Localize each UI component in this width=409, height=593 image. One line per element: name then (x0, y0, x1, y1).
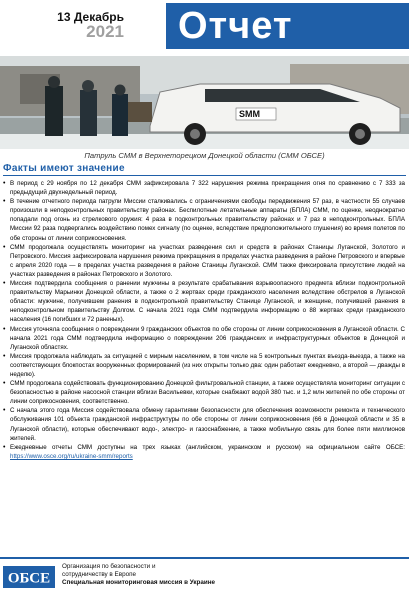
patrol-photo-illustration (0, 56, 409, 149)
list-item: • В течение отчетного периода патрули Миссии сталкивались с ограничениями свободы передвижения 57 раз, в частности 55 случаев произошли в неподконтрольных правительству районах. Беспилотные летательные аппараты (БПЛА) СММ, по оценке, неоднократно попадали под огонь из стрелкового оружия: 4 раза в подконтрольных правительству районах и 7 раз в неподконтрольных. БПЛА Миссии 92 раза подвергались воздействию помех сигналу (по оценке, вследствие предположительного глушения) во время полетов по обе стороны от линии соприкосновения. (0, 197, 409, 242)
section-title: Факты имеют значение (3, 163, 406, 176)
org-line-1: Организация по безопасности и (62, 563, 156, 570)
list-item: • Миссия уточняла сообщения о повреждении 9 гражданских объектов по обе стороны от линии соприкосновения в Луганской области. С начала 2021 года СММ подтвердила информацию о повреждении 206 гражданских и инфраструктурных объектов в Донецкой и Луганской областях. (0, 325, 409, 352)
report-header (0, 0, 409, 56)
list-item: • Миссия подтвердила сообщения о ранении мужчины в результате срабатывания взрывоопасного предмета вблизи подконтрольной правительству Марьинки Донецкой области, а также о 2 жертвах среди гражданского населения вследствие обстрелов в Луганской области: мужчине, получившем ранения в подконтрольной правительству Станице Луганской, и женщине, получившей ранения в неподконтрольном правительству Долгом. С начала 2021 года СММ подтвердила информацию о 88 жертвах среди гражданского населения (16 погибших и 72 раненых). (0, 279, 409, 324)
list-item-text: Ежедневные отчеты СММ доступны на трех языках (английском, украинском и русском) на официальном сайте ОБСЕ: (10, 443, 405, 451)
list-item (0, 443, 409, 461)
osce-logo-text: ОБСЕ (7, 570, 51, 587)
list-item: • С начала этого года Миссия содействовала обмену гарантиями безопасности для обеспечения возможности ремонта и технического обслуживания 101 объекта гражданской инфраструктуры по обе стороны от линии соприкосновения (66 в Донецкой области и 35 в Луганской области), которые обеспечивают водо-, электро- и газоснабжение, а также мобильную связь для более пяти миллионов жителей. (0, 406, 409, 442)
org-line-2: сотрудничеству в Европе (62, 571, 136, 578)
report-year: 2021 (86, 22, 124, 41)
reports-link[interactable]: https://www.osce.org/ru/ukraine-smm/reports (10, 452, 133, 460)
vehicle-marking: SMM (239, 109, 260, 119)
org-line-3: Специальная мониторинговая миссия в Украине (62, 579, 216, 586)
report-date: 13 Декабрь (57, 10, 124, 24)
report-title: Отчет (166, 3, 409, 49)
list-item: • В период с 29 ноября по 12 декабря СММ зафиксировала 7 322 нарушения режима прекращения огня по сравнению с 7 333 за предыдущий двухнедельный период. (0, 179, 409, 197)
list-item: • СММ продолжала осуществлять мониторинг на участках разведения сил и средств в районах Станицы Луганской, Золотого и Петровского. Миссия зафиксировала нарушения режима прекращения в пределах участка разведения в районе Петровского и впервые с апреля 2020 года — в пределах участка разведения в районе Станицы Луганской. СММ также фиксировала присутствие людей на участках разведения в районах Петровского и Золотого. (0, 243, 409, 279)
list-item: • СММ продолжала содействовать функционированию Донецкой фильтровальной станции, а также осуществляла мониторинг ситуации с безопасностью в районе насосной станции вблизи Васильевки, которые снабжают водой 380 тыс. и 1,2 млн жителей по обе стороны от линии соприкосновения, соответственно. (0, 379, 409, 406)
list-item: • Миссия продолжала наблюдать за ситуацией с мирным населением, в том числе на 5 контрольных пунктах въезда-выезда, а также на соответствующих блокпостах вооруженных формирований (из них открыты только два: один работает ежедневно, а второй — дважды в неделю). (0, 352, 409, 379)
date-block (34, 10, 124, 40)
photo-caption: Патруль СММ в Верхнеторецком Донецкой области (СММ ОБСЕ) (84, 151, 325, 160)
footer (0, 557, 409, 593)
facts-list (0, 179, 409, 461)
osce-logo (3, 566, 55, 588)
patrol-photo (0, 56, 409, 149)
org-text (62, 563, 215, 587)
